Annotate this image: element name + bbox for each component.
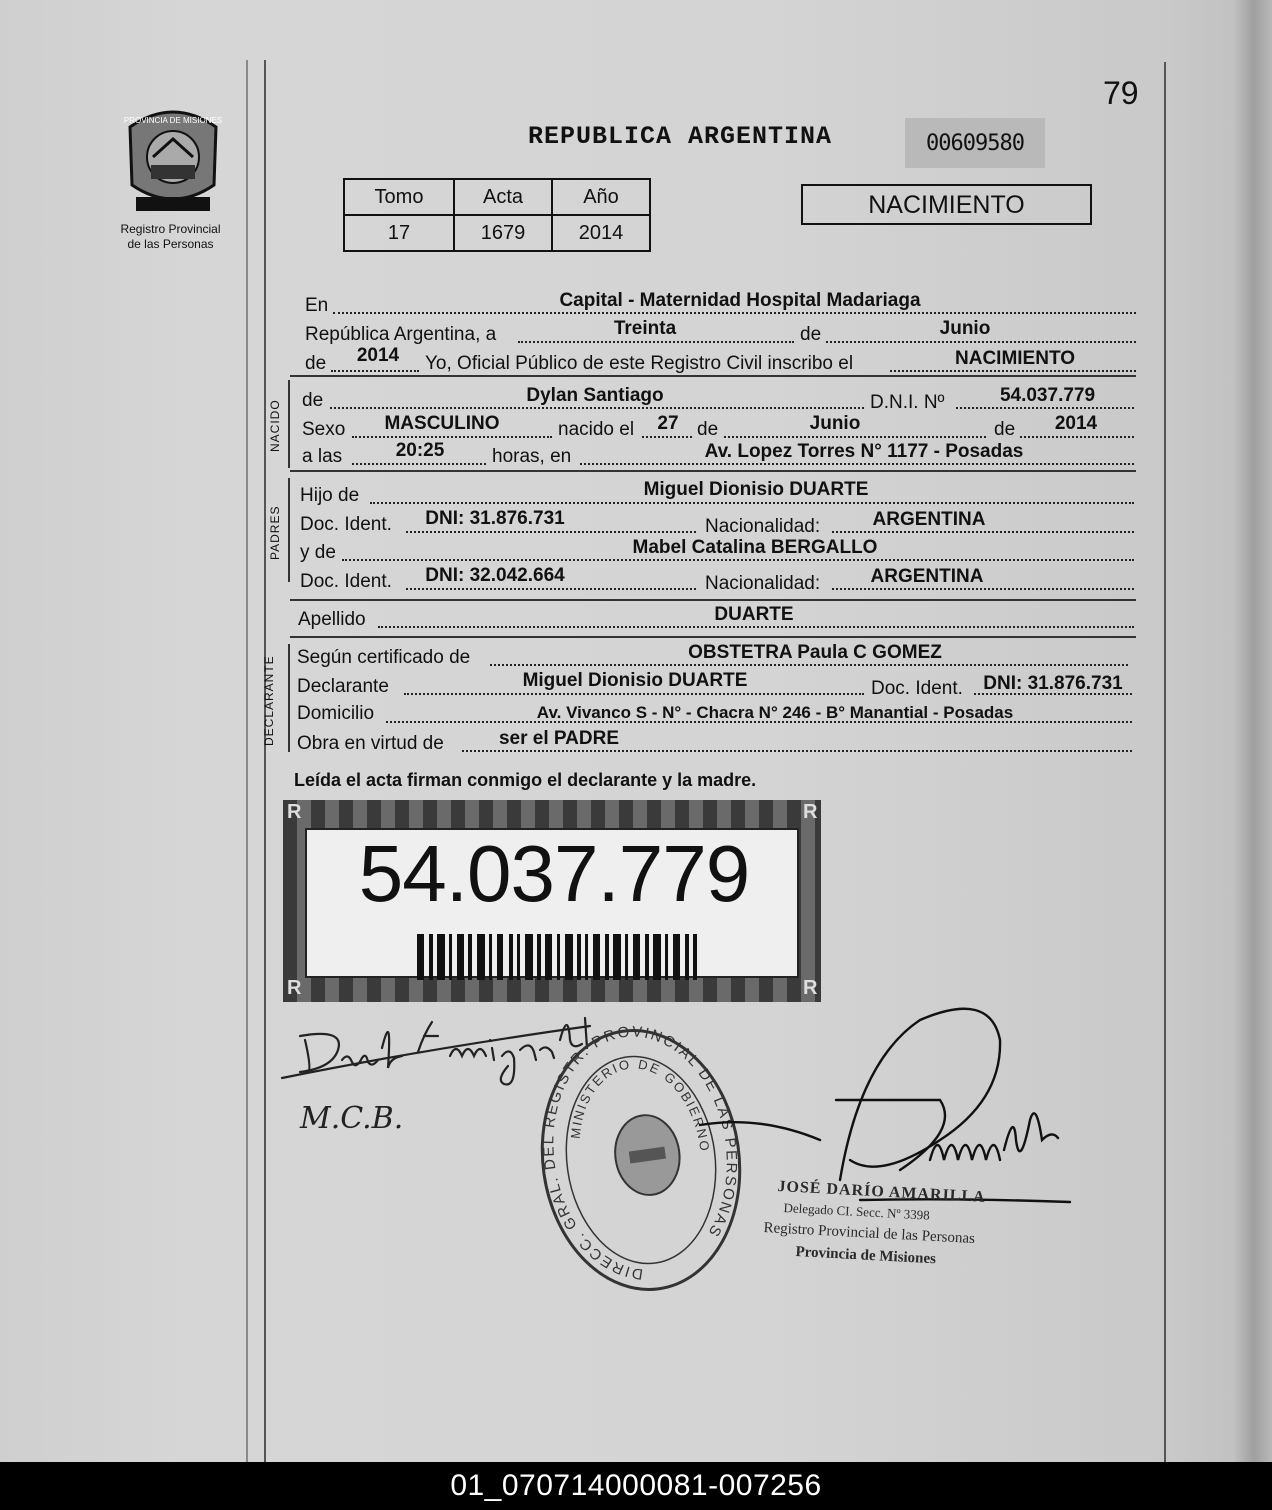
obra-label: Obra en virtud de (297, 733, 444, 754)
stamp-inner-text: MINISTERIO DE GOBIERNO (567, 1056, 713, 1154)
place-value: Capital - Maternidad Hospital Madariaga (559, 290, 921, 311)
apellido-label: Apellido (298, 609, 366, 630)
nationality-label: Nacionalidad: (705, 573, 821, 594)
declarante-side-label: DECLARANTE (262, 655, 276, 746)
hora-label: a las (302, 446, 343, 467)
document-title: REPUBLICA ARGENTINA (528, 122, 833, 151)
de-label: de (800, 324, 822, 345)
event-value: NACIMIENTO (955, 348, 1075, 369)
sexo-label: Sexo (302, 419, 346, 440)
acta-header: Acta (454, 179, 552, 215)
dni-sticker-number: 54.037.779 (358, 829, 750, 918)
closing-statement: Leída el acta firman conmigo el declarante y la madre. (294, 770, 757, 790)
certificado-value: OBSTETRA Paula C GOMEZ (688, 642, 942, 663)
sexo-value: MASCULINO (384, 413, 500, 434)
yde-label: y de (300, 542, 336, 563)
horas-label: horas, en (492, 446, 572, 467)
doc-label: Doc. Ident. (300, 571, 392, 592)
image-footer-id: 01_070714000081-007256 (0, 1462, 1272, 1510)
declarante-label: Declarante (297, 676, 389, 697)
pattern-letter: R (803, 977, 818, 999)
birth-year-value: 2014 (1054, 413, 1098, 434)
hijo-label: Hijo de (300, 485, 360, 506)
official-role: Delegado CI. Secc. Nº 3398 (783, 1200, 931, 1223)
record-type-box: NACIMIENTO (801, 184, 1092, 225)
day-value: Treinta (613, 318, 677, 339)
de-label: de (697, 419, 719, 440)
nacido-side-label: NACIDO (268, 399, 282, 452)
year-label: de (305, 353, 327, 374)
nationality-label: Nacionalidad: (705, 516, 821, 537)
en-label: En (305, 295, 329, 316)
certificado-label: Según certificado de (297, 647, 471, 668)
child-name-value: Dylan Santiago (526, 385, 664, 406)
doc-label: Doc. Ident. (871, 678, 963, 699)
birth-month-value: Junio (809, 413, 861, 434)
tomo-value: 17 (344, 215, 454, 251)
father-nationality-value: ARGENTINA (872, 509, 986, 530)
anio-value: 2014 (552, 215, 650, 251)
mother-initials-text: M.C.B. (300, 1101, 404, 1136)
child-dni-value: 54.037.779 (999, 385, 1096, 406)
year-value: 2014 (356, 345, 400, 366)
official-signature (700, 1009, 1070, 1202)
logo-seal-text: PROVINCIA DE MISIONES (123, 116, 223, 125)
padres-side-label: PADRES (268, 505, 282, 560)
domicilio-label: Domicilio (297, 703, 375, 724)
page-number: 79 (1103, 75, 1139, 111)
domicilio-value: Av. Vivanco S - N° - Chacra N° 246 - B° Manantial - Posadas (536, 703, 1014, 722)
birth-day-value: 27 (657, 413, 679, 434)
pattern-letter: R (287, 801, 302, 823)
pattern-letter: R (287, 977, 302, 999)
logo-caption-line1: Registro Provincial (120, 222, 221, 236)
serial-number: 00609580 (905, 118, 1045, 168)
official-name: JOSÉ DARÍO AMARILLA (777, 1178, 987, 1206)
de-label: de (994, 419, 1016, 440)
nacido-de-label: de (302, 390, 324, 411)
acta-value: 1679 (454, 215, 552, 251)
logo-caption-line2: de las Personas (127, 237, 214, 251)
mother-name-value: Mabel Catalina BERGALLO (632, 537, 878, 558)
mother-nationality-value: ARGENTINA (870, 566, 984, 587)
official-office: Registro Provincial de las Personas (763, 1220, 976, 1248)
hora-value: 20:25 (395, 440, 445, 461)
official-province: Provincia de Misiones (795, 1244, 937, 1268)
officer-text: Yo, Oficial Público de este Registro Civil inscribo el (425, 353, 854, 374)
apellido-value: DUARTE (714, 604, 794, 625)
month-value: Junio (939, 318, 991, 339)
pattern-letter: R (803, 801, 818, 823)
declarant-signature (282, 1018, 590, 1084)
tomo-header: Tomo (344, 179, 454, 215)
declarante-value: Miguel Dionisio DUARTE (522, 670, 748, 691)
doc-label: Doc. Ident. (300, 514, 392, 535)
nacido-el-label: nacido el (558, 419, 635, 440)
mother-initials (299, 1101, 403, 1136)
father-name-value: Miguel Dionisio DUARTE (643, 479, 869, 500)
mother-doc-value: DNI: 32.042.664 (425, 565, 565, 586)
anio-header: Año (552, 179, 650, 215)
father-doc-value: DNI: 31.876.731 (425, 508, 565, 529)
declarante-doc-value: DNI: 31.876.731 (983, 673, 1123, 694)
dni-label: D.N.I. Nº (870, 392, 945, 413)
stamp-ring-text: DIRECC. GRAL. DEL REGISTR. PROVINCIAL DE LAS PERSONAS (540, 1023, 740, 1283)
obra-value: ser el PADRE (498, 728, 620, 749)
birth-place-value: Av. Lopez Torres N° 1177 - Posadas (704, 441, 1024, 462)
official-stamp (524, 1010, 757, 1302)
country-label: República Argentina, a (305, 324, 497, 345)
